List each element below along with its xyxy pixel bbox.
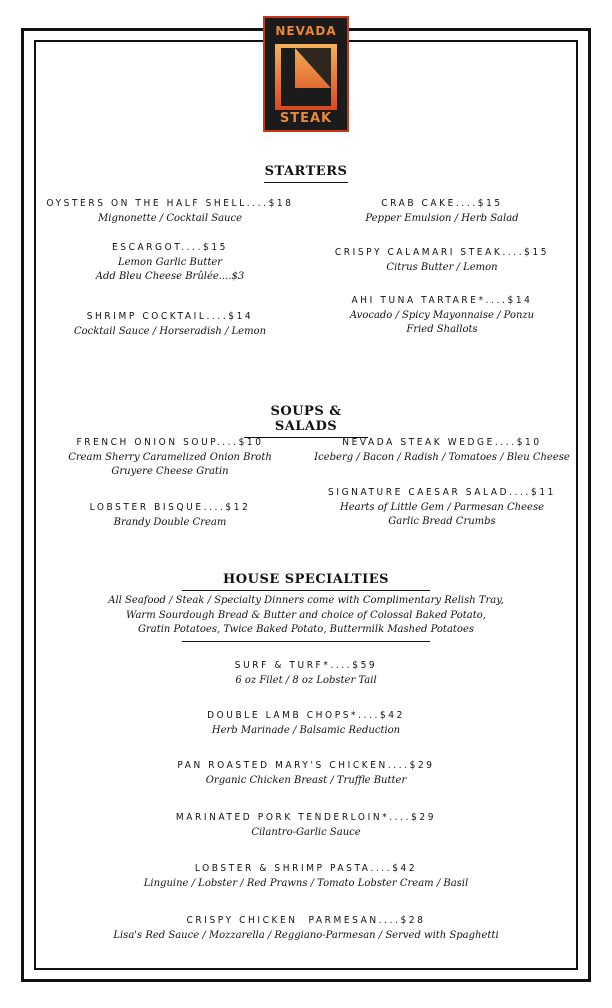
- menu-item-lobster-bisque: [44, 501, 296, 530]
- item-name: FRENCH ONION SOUP....$10: [76, 437, 264, 448]
- item-name: CRAB CAKE....$15: [381, 198, 503, 209]
- item-name: ESCARGOT....$15: [111, 242, 229, 253]
- item-desc-2: Gruyere Cheese Gratin: [111, 466, 229, 477]
- item-name: PAN ROASTED MARY'S CHICKEN....$29: [177, 760, 435, 771]
- item-desc-2: Garlic Bread Crumbs: [388, 516, 496, 527]
- starters-heading: [264, 164, 348, 183]
- menu-item-pork-tenderloin: [60, 811, 552, 840]
- item-desc: Citrus Butter / Lemon: [386, 261, 498, 273]
- house-heading: [182, 572, 430, 591]
- nevada-steak-logo: [263, 16, 349, 132]
- item-name: LOBSTER BISQUE....$12: [89, 502, 251, 513]
- item-desc: Hearts of Little Gem / Parmesan Cheese: [339, 501, 544, 513]
- item-addon: Add Bleu Cheese Brûlée....$3: [95, 271, 245, 282]
- starters-underline: [264, 182, 348, 183]
- house-note-line-1: All Seafood / Steak / Specialty Dinners come with Complimentary Relish Tray,: [108, 595, 504, 606]
- item-desc: Avocado / Spicy Mayonnaise / Ponzu: [349, 309, 535, 321]
- item-desc: Linguine / Lobster / Red Prawns / Tomato Lobster Cream / Basil: [143, 877, 469, 889]
- item-name: LOBSTER & SHRIMP PASTA....$42: [194, 863, 418, 874]
- item-name: NEVADA STEAK WEDGE....$10: [342, 437, 542, 448]
- menu-item-oysters: [44, 197, 296, 226]
- item-desc: Cream Sherry Caramelized Onion Broth: [68, 451, 272, 463]
- item-desc: 6 oz Filet / 8 oz Lobster Tail: [235, 674, 377, 686]
- house-note-rule: [182, 641, 430, 642]
- logo-mark-icon: [275, 44, 337, 110]
- item-desc-2: Fried Shallots: [406, 324, 478, 335]
- menu-item-ahi-tuna: [310, 294, 574, 338]
- item-desc: Lemon Garlic Butter: [117, 256, 223, 268]
- item-name: DOUBLE LAMB CHOPS*....$42: [207, 710, 405, 721]
- menu-item-french-onion: [44, 436, 296, 480]
- item-desc: Cocktail Sauce / Horseradish / Lemon: [73, 325, 267, 337]
- item-desc: Iceberg / Bacon / Radish / Tomatoes / Bleu Cheese: [314, 451, 570, 463]
- menu-item-shrimp-cocktail: [44, 310, 296, 339]
- item-desc: Lisa's Red Sauce / Mozzarella / Reggiano-Parmesan / Served with Spaghetti: [113, 929, 499, 941]
- item-desc: Brandy Double Cream: [113, 516, 227, 528]
- house-note: [80, 594, 532, 638]
- menu-item-caesar-salad: [310, 486, 574, 530]
- soups-title: SOUPS & SALADS: [270, 404, 342, 434]
- item-name: MARINATED PORK TENDERLOIN*....$29: [175, 812, 437, 823]
- house-underline: [182, 590, 430, 591]
- item-desc: Cilantro-Garlic Sauce: [251, 826, 361, 838]
- item-desc: Organic Chicken Breast / Truffle Butter: [205, 774, 407, 786]
- menu-item-chicken-parmesan: [60, 914, 552, 943]
- item-desc: Pepper Emulsion / Herb Salad: [365, 212, 519, 224]
- item-name: AHI TUNA TARTARE*....$14: [351, 295, 533, 306]
- logo-top-text: NEVADA: [275, 24, 337, 38]
- item-name: SHRIMP COCKTAIL....$14: [86, 311, 254, 322]
- menu-item-lamb-chops: [60, 709, 552, 738]
- item-name: OYSTERS ON THE HALF SHELL....$18: [46, 198, 294, 209]
- menu-item-crab-cake: [310, 197, 574, 226]
- item-desc: Herb Marinade / Balsamic Reduction: [211, 724, 401, 736]
- house-note-line-2: Warm Sourdough Bread & Butter and choice of Colossal Baked Potato,: [126, 609, 486, 621]
- menu-item-lobster-shrimp-pasta: [60, 862, 552, 891]
- logo-bottom-text: STEAK: [279, 111, 333, 126]
- item-name: CRISPY CHICKEN PARMESAN....$28: [186, 915, 426, 926]
- item-name: SURF & TURF*....$59: [234, 660, 378, 671]
- menu-item-calamari: [310, 246, 574, 275]
- menu-item-escargot: [44, 241, 296, 285]
- soups-heading: [244, 404, 368, 438]
- item-name: SIGNATURE CAESAR SALAD....$11: [328, 487, 556, 498]
- starters-title: STARTERS: [264, 164, 348, 179]
- menu-item-surf-turf: [60, 659, 552, 688]
- item-desc: Mignonette / Cocktail Sauce: [98, 212, 242, 224]
- house-note-line-3: Gratin Potatoes, Twice Baked Potato, Buttermilk Mashed Potatoes: [137, 624, 475, 635]
- menu-item-marys-chicken: [60, 759, 552, 788]
- house-title: HOUSE SPECIALTIES: [223, 572, 389, 587]
- menu-item-steak-wedge: [302, 436, 582, 465]
- item-name: CRISPY CALAMARI STEAK....$15: [334, 247, 550, 258]
